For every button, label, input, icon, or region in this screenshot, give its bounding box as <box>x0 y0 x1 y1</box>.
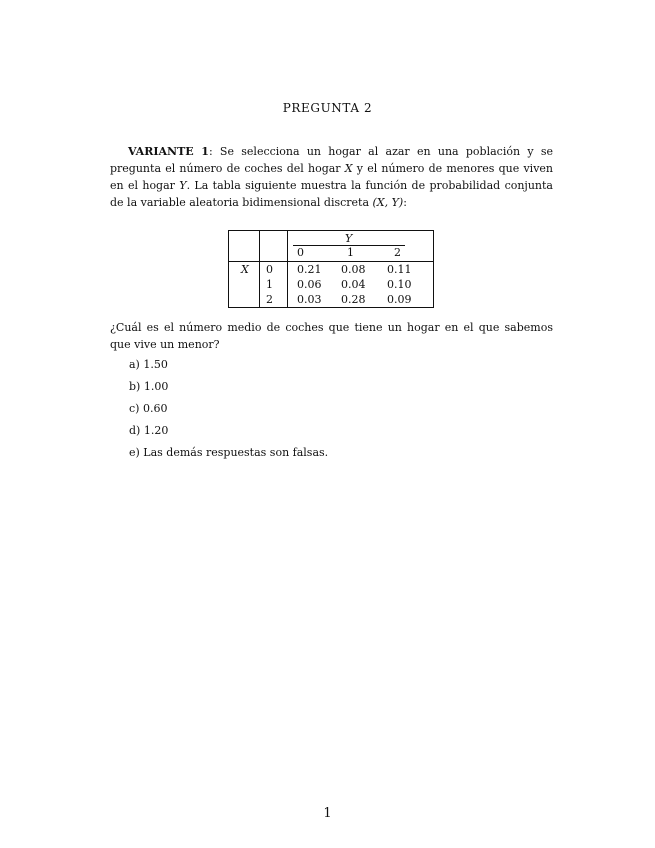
table-cell: 0.08 <box>341 263 366 276</box>
var-y: Y <box>179 179 187 192</box>
row-header: 0 <box>266 263 273 276</box>
answer-option-d: d) 1.20 <box>129 424 169 437</box>
variant-label: VARIANTE 1 <box>128 145 209 158</box>
answer-option-b: b) 1.00 <box>129 380 169 393</box>
table-cell: 0.10 <box>387 278 412 291</box>
intro-text-3: . La tabla siguiente muestra la función de probabilidad conjunta de la variable aleatoria bidimensional discreta <box>110 179 553 209</box>
intro-text-1: : Se selecciona un hogar al azar en una población y se pregunta el número de coches del hogar <box>110 145 553 175</box>
table-cell: 0.28 <box>341 293 366 306</box>
col-header: 2 <box>394 246 401 259</box>
row-header: 2 <box>266 293 273 306</box>
table-cell: 0.09 <box>387 293 412 306</box>
row-var-label: X <box>241 263 249 276</box>
table-divider <box>287 230 288 308</box>
col-var-label: Y <box>345 232 353 245</box>
table-divider <box>228 261 434 262</box>
question-text: ¿Cuál es el número medio de coches que tiene un hogar en el que sabemos que vive un menor? <box>110 321 553 351</box>
answer-option-e: e) Las demás respuestas son falsas. <box>129 446 329 459</box>
var-x: X <box>344 162 353 175</box>
table-cell: 0.11 <box>387 263 412 276</box>
table-divider <box>259 230 260 308</box>
table-cell: 0.06 <box>297 278 322 291</box>
page-number: 1 <box>323 806 332 821</box>
intro-paragraph <box>110 143 553 211</box>
var-pair: (X, Y) <box>372 196 404 209</box>
page-title: PREGUNTA 2 <box>282 101 373 115</box>
table-cell: 0.04 <box>341 278 366 291</box>
table-cell: 0.21 <box>297 263 322 276</box>
col-header: 0 <box>297 246 304 259</box>
intro-text-2: y el número de menores que viven en el hogar <box>110 162 553 192</box>
answer-option-a: a) 1.50 <box>129 358 168 371</box>
col-header: 1 <box>347 246 354 259</box>
intro-text-4: : <box>403 196 407 209</box>
table-cell: 0.03 <box>297 293 322 306</box>
answer-option-c: c) 0.60 <box>129 402 168 415</box>
row-header: 1 <box>266 278 273 291</box>
